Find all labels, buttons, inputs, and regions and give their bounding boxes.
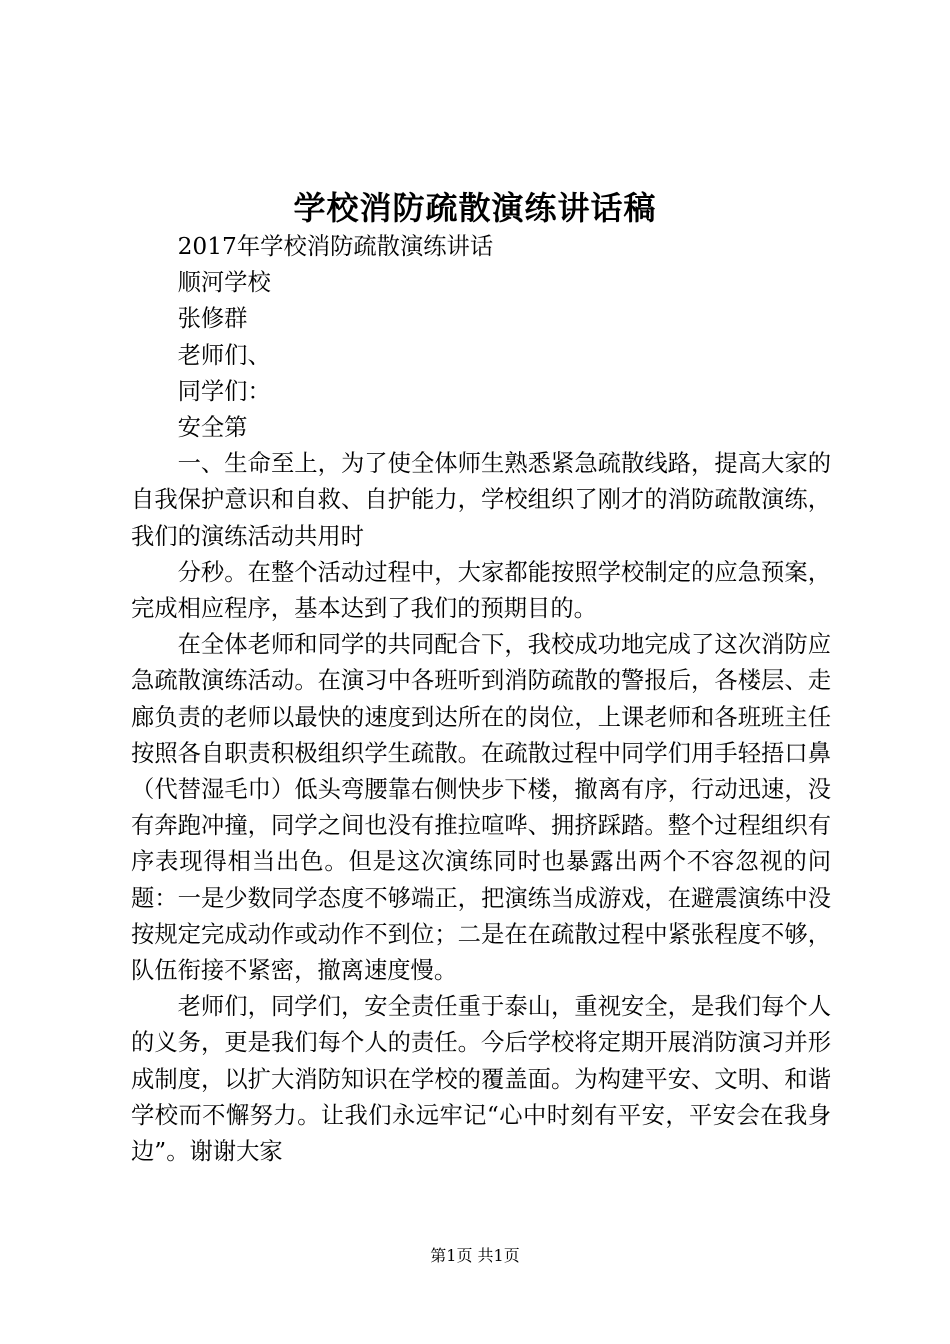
paragraph-life-first: 一、生命至上，为了使全体师生熟悉紧急疏散线路，提高大家的自我保护意识和自救、自护能力，学校组织了刚才的消防疏散演练，我们的演练活动共用时 bbox=[131, 450, 831, 550]
document-body bbox=[131, 229, 831, 1170]
paragraph-safety-first: 安全第 bbox=[177, 414, 248, 442]
paragraph-heading-line: 2017年学校消防疏散演练讲话 bbox=[177, 233, 494, 260]
paragraph-closing: 老师们，同学们，安全责任重于泰山，重视安全，是我们每个人的义务，更是我们每个人的责任。今后学校将定期开展消防演习并形成制度，以扩大消防知识在学校的覆盖面。为构建平安、文明、和谐学校而不懈努力。让我们永远牢记“心中时刻有平安，平安会在我身边”。谢谢大家 bbox=[131, 993, 831, 1166]
paragraph-drill-time: 分秒。在整个活动过程中，大家都能按照学校制定的应急预案，完成相应程序，基本达到了我们的预期目的。 bbox=[131, 558, 831, 623]
paragraph-school-name: 顺河学校 bbox=[177, 269, 271, 297]
document-title: 学校消防疏散演练讲话稿 bbox=[293, 189, 657, 227]
paragraph-greeting-students: 同学们： bbox=[177, 377, 271, 405]
paragraph-drill-review: 在全体老师和同学的共同配合下，我校成功地完成了这次消防应急疏散演练活动。在演习中各班听到消防疏散的警报后，各楼层、走廊负责的老师以最快的速度到达所在的岗位，上课老师和各班班主任按照各自职责积极组织学生疏散。在疏散过程中同学们用手轻捂口鼻（代替湿毛巾）低头弯腰靠右侧快步下楼，撤离有序，行动迅速，没有奔跑冲撞，同学之间也没有推拉喧哗、拥挤踩踏。整个过程组织有序表现得相当出色。但是这次演练同时也暴露出两个不容忽视的问题：一是少数同学态度不够端正，把演练当成游戏，在避震演练中没按规定完成动作或动作不到位；二是在在疏散过程中紧张程度不够，队伍衔接不紧密，撤离速度慢。 bbox=[131, 631, 831, 985]
paragraph-greeting-teachers: 老师们、 bbox=[177, 341, 271, 369]
page-number-footer: 第1页 共1页 bbox=[430, 1246, 520, 1265]
paragraph-author-name: 张修群 bbox=[177, 305, 248, 333]
